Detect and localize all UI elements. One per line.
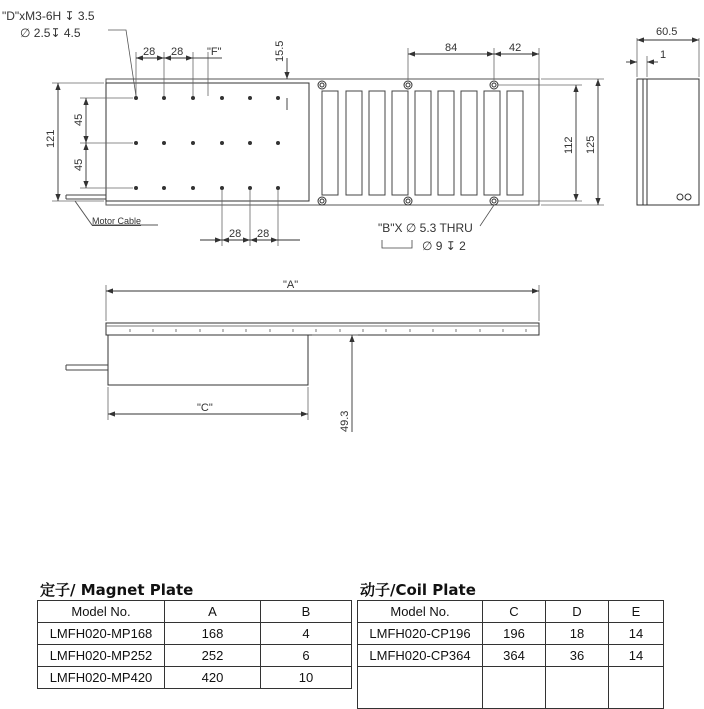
header-model: Model No.	[358, 601, 483, 623]
header-a: A	[165, 601, 261, 623]
table-row	[358, 667, 664, 709]
header-model: Model No.	[38, 601, 165, 623]
table-row	[38, 667, 352, 689]
b-bracket	[382, 240, 412, 248]
cell-a: 252	[165, 645, 261, 667]
header-d: D	[546, 601, 609, 623]
front-magnet-plate	[106, 323, 539, 335]
cell-model: LMFH020-CP196	[358, 623, 483, 645]
cell-b: 10	[261, 667, 352, 689]
cell-e: 14	[609, 645, 664, 667]
cell-c: 364	[483, 645, 546, 667]
cell-d: 18	[546, 623, 609, 645]
cell-e	[609, 667, 664, 709]
header-c: C	[483, 601, 546, 623]
dim-125: 125	[585, 135, 597, 154]
dim-28-bottom-b: 28	[257, 228, 270, 240]
dim-42: 42	[509, 42, 522, 54]
dim-1: 1	[660, 49, 667, 61]
table-header-row	[38, 601, 352, 623]
front-cable	[66, 365, 108, 370]
front-view	[66, 285, 539, 432]
table-row	[358, 645, 664, 667]
b-thru-callout: "B"X ∅ 5.3 THRU	[378, 221, 473, 235]
dim-15-5: 15.5	[274, 40, 286, 62]
cell-d	[546, 667, 609, 709]
dim-a: "A"	[283, 279, 299, 291]
dim-60-5: 60.5	[656, 26, 678, 38]
dim-c: "C"	[197, 402, 213, 414]
dim-45-a: 45	[73, 113, 85, 126]
cell-b: 4	[261, 623, 352, 645]
coil-plate-title: 动子/Coil Plate	[360, 581, 476, 599]
magnet-segments	[322, 91, 523, 195]
magnet-plate-table	[37, 600, 352, 689]
cell-model: LMFH020-MP168	[38, 623, 165, 645]
cell-d: 36	[546, 645, 609, 667]
dim-121: 121	[45, 129, 57, 148]
dim-f: "F"	[207, 46, 222, 58]
dim-28-top-b: 28	[171, 46, 184, 58]
cell-b: 6	[261, 645, 352, 667]
front-magnet-ticks	[130, 329, 526, 332]
table-row	[358, 623, 664, 645]
d-thread-callout: "D"xM3-6H ↧ 3.5	[2, 9, 95, 23]
header-b: B	[261, 601, 352, 623]
dim-49-3: 49.3	[339, 410, 351, 432]
magnet-plate-title: 定子/ Magnet Plate	[40, 581, 194, 599]
dim-84: 84	[445, 42, 458, 54]
cell-a: 420	[165, 667, 261, 689]
cell-c	[483, 667, 546, 709]
b-callout-leader	[480, 205, 494, 226]
b-cbore-callout: ∅ 9 ↧ 2	[422, 239, 466, 253]
cell-model: LMFH020-MP252	[38, 645, 165, 667]
cell-model	[358, 667, 483, 709]
front-coil-plate	[108, 335, 308, 385]
cell-model: LMFH020-MP420	[38, 667, 165, 689]
cell-model: LMFH020-CP364	[358, 645, 483, 667]
dim-45-b: 45	[73, 158, 85, 171]
dim-112: 112	[563, 136, 575, 154]
motor-cable-label: Motor Cable	[92, 216, 142, 226]
d-drill-callout: ∅ 2.5↧ 4.5	[20, 26, 81, 40]
motor-cable	[66, 195, 106, 199]
table-header-row	[358, 601, 664, 623]
end-view	[626, 38, 699, 205]
cell-a: 168	[165, 623, 261, 645]
table-row	[38, 645, 352, 667]
dim-28-top-a: 28	[143, 46, 156, 58]
header-e: E	[609, 601, 664, 623]
cell-c: 196	[483, 623, 546, 645]
table-row	[38, 623, 352, 645]
cell-e: 14	[609, 623, 664, 645]
coil-plate-table	[357, 600, 664, 709]
drawing-labels	[2, 9, 677, 432]
dim-28-bottom-a: 28	[229, 228, 242, 240]
